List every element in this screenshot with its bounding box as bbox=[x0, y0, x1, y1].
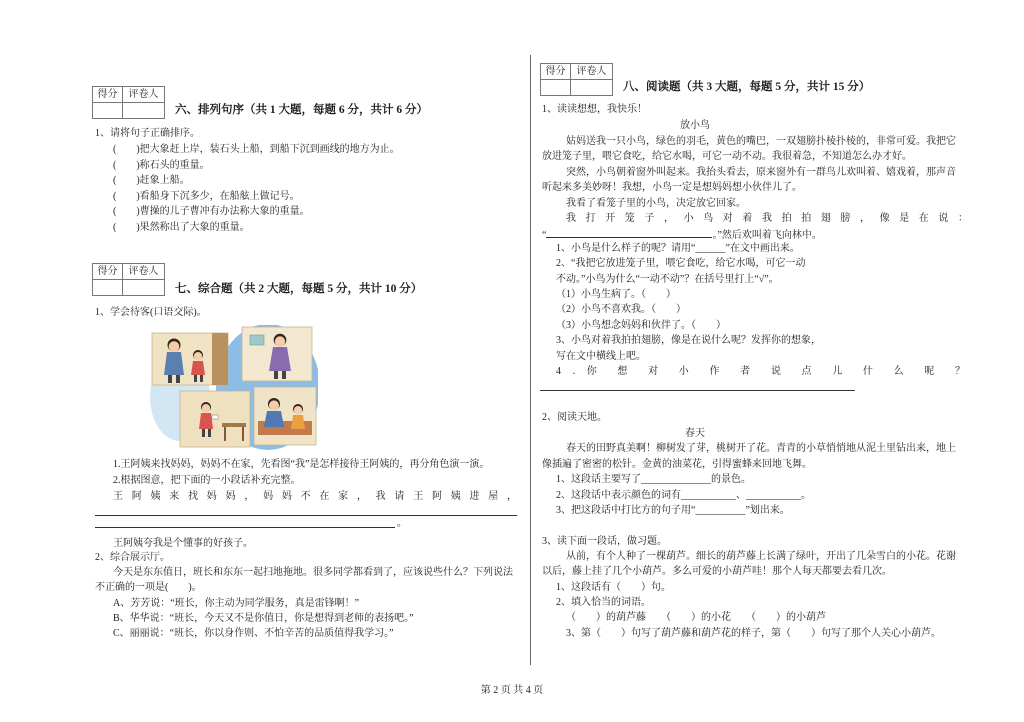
r1-answer-close: 。”然后欢叫着飞向林中。 bbox=[712, 230, 822, 241]
answer-line bbox=[95, 527, 395, 528]
s7-q1-passage-start: 王 阿 姨 来 找 妈 妈 ， 妈 妈 不 在 家 ， 我 请 王 阿 姨 进 屋 ， bbox=[113, 491, 517, 502]
s7-q2-option-b: B、华华说：“班长，今天又不是你值日，你是想得到老师的表扬吧。” bbox=[113, 613, 414, 624]
s7-q1-passage-end: 王阿姨夸我是个懂事的好孩子。 bbox=[113, 538, 253, 549]
answer-line bbox=[95, 515, 517, 516]
page-number: 第 2 页 共 4 页 bbox=[480, 685, 544, 696]
answer-line bbox=[540, 390, 855, 391]
s6-item: ( )赶象上船。 bbox=[113, 175, 190, 186]
r1-text-line: 姑妈送我一只小鸟，绿色的羽毛，黄色的嘴巴，一双翅膀扑棱扑棱的，非常可爱。我把它 bbox=[566, 136, 956, 147]
s7-q1-prompt: 1、学会待客(口语交际)。 bbox=[95, 307, 207, 318]
panel-woman-standing bbox=[242, 327, 312, 381]
r1-text-line: 听起来多美妙呀！我想，小鸟一定是想妈妈想小伙伴儿了。 bbox=[542, 182, 802, 193]
s7-q2-option-c: C、丽丽说：“班长，你以身作则、不怕辛苦的品质值得我学习。” bbox=[113, 628, 394, 639]
score-box bbox=[540, 63, 613, 96]
r3-q1: 1、这段话有（ ）句。 bbox=[556, 582, 671, 593]
r1-text-line: 我看了看笼子里的小鸟，决定放它回家。 bbox=[566, 198, 746, 209]
r1-story-title: 放小鸟 bbox=[680, 120, 710, 131]
r3-q2: 2、填入恰当的词语。 bbox=[556, 597, 651, 608]
section-8-title: 八、阅读题（共 3 大题，每题 5 分，共计 15 分） bbox=[623, 81, 871, 93]
grader-cell bbox=[123, 103, 165, 119]
score-cell bbox=[541, 80, 571, 96]
grader-cell bbox=[571, 80, 613, 96]
s6-item: ( )曹操的儿子曹冲有办法称大象的重量。 bbox=[113, 206, 310, 217]
s7-q2-stem: 今天是东东值日，班长和东东一起扫地拖地。很多同学都看到了，应该说些什么？下列说法 bbox=[113, 567, 513, 578]
score-cell bbox=[93, 103, 123, 119]
s7-q1-task2: 2.根据图意，把下面的一小段话补充完整。 bbox=[113, 475, 301, 486]
r1-q2-option: （2）小鸟不喜欢我。（ ） bbox=[556, 304, 686, 315]
r1-text-line: 放进笼子里，喂它食吃，给它水喝，可它一动不动。我很着急，不知道怎么办才好。 bbox=[542, 151, 912, 162]
s7-q1-blank-end: 。 bbox=[397, 518, 407, 529]
s7-q2-prompt: 2、综合展示厅。 bbox=[95, 552, 170, 563]
s6-item: ( )果然称出了大象的重量。 bbox=[113, 222, 250, 233]
s7-q2-stem: 不正确的一项是( )。 bbox=[95, 582, 202, 593]
panel-chatting-on-sofa bbox=[254, 387, 316, 445]
r1-q2: 2、“我把它放进笼子里，喂它食吃，给它水喝，可它一动 bbox=[556, 258, 806, 269]
s6-item: ( )把大象赶上岸，装石头上船，到船下沉到画线的地方为止。 bbox=[113, 144, 400, 155]
s6-item: ( )称石头的重量。 bbox=[113, 160, 210, 171]
grader-label: 评卷人 bbox=[571, 64, 613, 80]
grader-label: 评卷人 bbox=[123, 87, 165, 103]
grader-label: 评卷人 bbox=[123, 264, 165, 280]
r1-q1: 1、小鸟是什么样子的呢？请用“______”在文中画出来。 bbox=[556, 243, 800, 254]
r3-prompt: 3、读下面一段话，做习题。 bbox=[542, 536, 667, 547]
column-divider bbox=[530, 55, 531, 665]
score-label: 得分 bbox=[93, 264, 123, 280]
s6-q1-prompt: 1、请将句子正确排序。 bbox=[95, 128, 200, 139]
r2-q1: 1、这段话主要写了______________的景色。 bbox=[556, 474, 751, 485]
s7-q2-option-a: A、芳芳说：“班长，你主动为同学服务，真是雷锋啊！” bbox=[113, 598, 360, 609]
r3-text-line: 从前，有个人种了一棵葫芦。细长的葫芦藤上长满了绿叶，开出了几朵雪白的小花。花谢 bbox=[566, 551, 956, 562]
r3-q2-items: （ ）的葫芦藤 （ ）的小花 （ ）的小葫芦 bbox=[566, 612, 826, 623]
r2-text-line: 春天的田野真美啊！柳树发了芽，桃树开了花。青青的小草悄悄地从泥土里钻出来，地上 bbox=[566, 443, 956, 454]
r1-q4: 4 . 你 想 对 小 作 者 说 点 儿 什 么 呢 ？ bbox=[556, 366, 965, 377]
r1-text-line: 突然，小鸟朝着窗外叫起来。我抬头看去，原来窗外有一群鸟儿欢叫着、嬉戏着，那声音 bbox=[566, 167, 956, 178]
score-box bbox=[92, 86, 165, 119]
r1-q3: 写在文中横线上吧。 bbox=[556, 351, 646, 362]
r1-q3: 3、小鸟对着我拍拍翅膀，像是在说什么呢？发挥你的想象， bbox=[556, 335, 821, 346]
r1-q2-option: （1）小鸟生病了。（ ） bbox=[556, 289, 676, 300]
hospitality-illustration bbox=[150, 325, 318, 451]
r2-q2: 2、这段话中表示颜色的词有___________、___________。 bbox=[556, 490, 811, 501]
r1-answer-open-quote: “ bbox=[542, 230, 547, 241]
score-box bbox=[92, 263, 165, 296]
section-6-title: 六、排列句序（共 1 大题，每题 6 分，共计 6 分） bbox=[175, 104, 428, 116]
r2-title: 春天 bbox=[685, 428, 705, 439]
panel-visitor-at-door bbox=[152, 333, 228, 385]
r2-q3: 3、把这段话中打比方的句子用“__________”划出来。 bbox=[556, 505, 790, 516]
r2-prompt: 2、阅读天地。 bbox=[542, 412, 607, 423]
score-cell bbox=[93, 280, 123, 296]
r1-answer-line bbox=[542, 226, 822, 241]
r1-q2-option: （3）小鸟想念妈妈和伙伴了。（ ） bbox=[556, 320, 726, 331]
r3-text-line: 以后，藤上挂了几个小葫芦。多么可爱的小葫芦哇！那个人每天都要去看几次。 bbox=[542, 566, 892, 577]
section-7-title: 七、综合题（共 2 大题，每题 5 分，共计 10 分） bbox=[175, 283, 423, 295]
grader-cell bbox=[123, 280, 165, 296]
panel-serving-tea bbox=[180, 391, 250, 447]
score-label: 得分 bbox=[541, 64, 571, 80]
score-label: 得分 bbox=[93, 87, 123, 103]
r1-prompt: 1、读读想想，我快乐！ bbox=[542, 104, 647, 115]
r2-text-line: 像插遍了密密的松针。金黄的油菜花，引得蜜蜂来回地飞舞。 bbox=[542, 459, 812, 470]
r3-q3: 3、第（ ）句写了葫芦藤和葫芦花的样子，第（ ）句写了那个人关心小葫芦。 bbox=[566, 628, 941, 639]
r1-q2: 不动。”小鸟为什么“一动不动”？在括号里打上“√”。 bbox=[556, 274, 779, 285]
s6-item: ( )看船身下沉多少，在船舷上做记号。 bbox=[113, 191, 300, 202]
r1-text-line: 我 打 开 笼 子 ， 小 鸟 对 着 我 拍 拍 翅 膀 ， 像 是 在 说 ： bbox=[566, 213, 968, 224]
answer-blank bbox=[546, 226, 712, 238]
s7-q1-task1: 1.王阿姨来找妈妈，妈妈不在家，先看图“我”是怎样接待王阿姨的，再分角色演一演。 bbox=[113, 459, 490, 470]
